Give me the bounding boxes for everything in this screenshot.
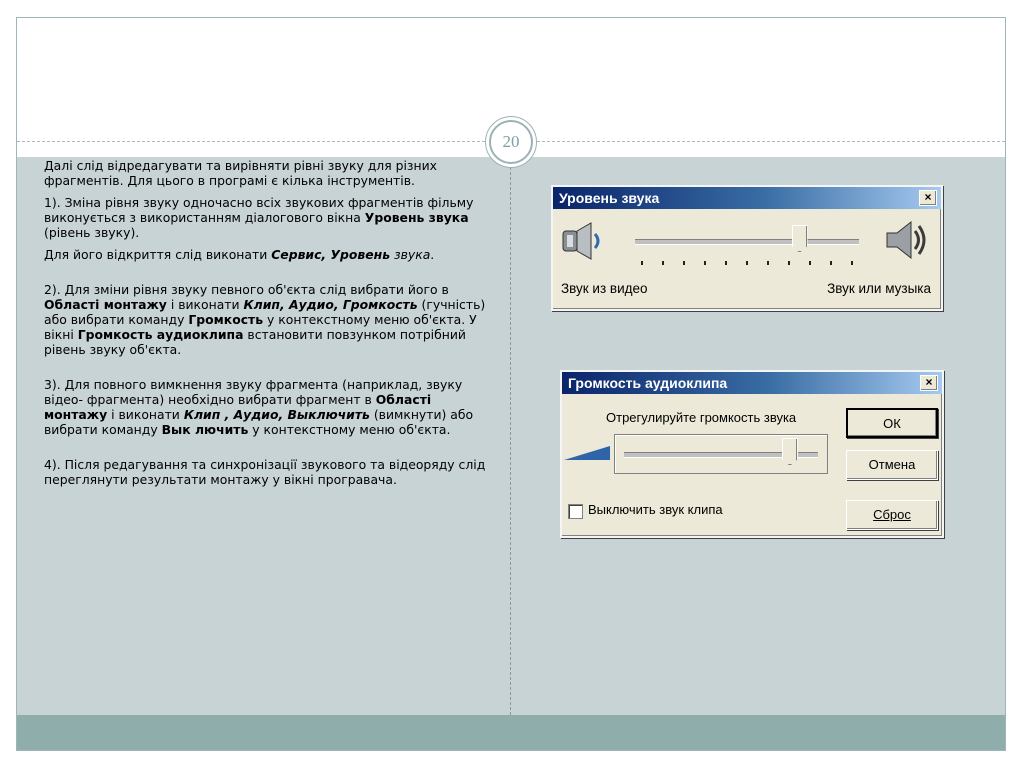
reset-button[interactable]: Сброс bbox=[846, 500, 938, 530]
ok-button[interactable]: ОК bbox=[846, 408, 938, 438]
text-run: Сервис, Уровень bbox=[271, 247, 391, 262]
slider-tick bbox=[662, 261, 664, 265]
text-run: Вык лючить bbox=[161, 422, 249, 437]
text-run: Області монтажу bbox=[44, 297, 167, 312]
slider-tick bbox=[767, 261, 769, 265]
slider-tick bbox=[725, 261, 727, 265]
column-divider bbox=[510, 157, 511, 715]
text-run: (рівень звуку). bbox=[44, 225, 140, 240]
body-text bbox=[44, 158, 490, 494]
music-speaker-icon bbox=[883, 219, 929, 261]
slider-tick bbox=[641, 261, 643, 265]
paragraph bbox=[44, 457, 490, 487]
text-run: Далі слід відредагувати та вирівняти рівні звуку для різних фрагментів. Для цього в програмі є кілька інструментів. bbox=[44, 158, 437, 188]
slider-tick bbox=[704, 261, 706, 265]
text-run: у контекстному меню об'єкта. bbox=[248, 422, 451, 437]
clip-volume-dialog bbox=[560, 370, 944, 538]
slider-tick bbox=[788, 261, 790, 265]
page-number-badge bbox=[485, 116, 537, 168]
slider-tick bbox=[683, 261, 685, 265]
text-run: звука bbox=[390, 247, 431, 262]
video-sound-label: Звук из видео bbox=[561, 281, 648, 296]
text-run: у контекстному меню об'єкта. У вікні bbox=[44, 312, 477, 342]
text-run: 4). Після редагування та синхронізації звукового та відеоряду слід переглянути результати монтажу у вікні програвача. bbox=[44, 457, 486, 487]
paragraph bbox=[44, 195, 490, 240]
text-run: Громкость bbox=[188, 312, 264, 327]
slider-tick bbox=[851, 261, 853, 265]
close-button[interactable]: × bbox=[919, 190, 937, 206]
sound-balance-slider-thumb[interactable] bbox=[792, 225, 808, 253]
sound-level-title: Уровень звука bbox=[553, 187, 941, 209]
text-run: Області монтажу bbox=[44, 392, 432, 422]
video-speaker-icon bbox=[561, 221, 605, 261]
text-run: і виконати bbox=[107, 407, 184, 422]
music-sound-label: Звук или музыка bbox=[827, 281, 931, 296]
slider-tick bbox=[830, 261, 832, 265]
text-run: 3). Для повного вимкнення звуку фрагмента (наприклад, звуку відео- фрагмента) необхідно вибрати фрагмент в bbox=[44, 377, 463, 407]
text-run: Клип , Аудио, Выключить bbox=[183, 407, 370, 422]
clip-volume-title: Громкость аудиоклипа bbox=[562, 372, 942, 394]
text-run: і виконати bbox=[166, 297, 244, 312]
paragraph bbox=[44, 282, 490, 357]
slider-tick bbox=[809, 261, 811, 265]
page-number: 20 bbox=[489, 120, 533, 164]
mute-checkbox[interactable] bbox=[568, 504, 583, 519]
footer-bar bbox=[17, 715, 1005, 750]
text-run: Для його відкриття слід виконати bbox=[44, 247, 272, 262]
text-run: Уровень звука bbox=[364, 210, 469, 225]
text-run: . bbox=[430, 247, 435, 262]
volume-wedge-icon bbox=[564, 444, 612, 462]
text-run: Громкость аудиоклипа bbox=[77, 327, 244, 342]
text-run: 2). Для зміни рівня звуку певного об'єкта слід вибрати його в bbox=[44, 282, 449, 297]
paragraph bbox=[44, 247, 490, 262]
paragraph bbox=[44, 377, 490, 437]
close-button[interactable]: × bbox=[920, 375, 938, 391]
text-run: (гучність) або вибрати команду bbox=[44, 297, 486, 327]
sound-level-dialog bbox=[551, 185, 943, 311]
paragraph bbox=[44, 158, 490, 188]
mute-clip-label[interactable]: Выключить звук клипа bbox=[588, 502, 723, 517]
cancel-button[interactable]: Отмена bbox=[846, 450, 938, 480]
text-run: встановити повзунком потрібний рівень звуку об'єкта. bbox=[44, 327, 466, 357]
text-run: Клип, Аудио, Громкость bbox=[243, 297, 418, 312]
text-run: 1). Зміна рівня звуку одночасно всіх звукових фрагментів фільму виконується з використанням діалогового вікна bbox=[44, 195, 474, 225]
sound-balance-track bbox=[635, 239, 859, 245]
volume-prompt: Отрегулируйте громкость звука bbox=[606, 410, 797, 425]
slider-tick bbox=[746, 261, 748, 265]
text-run: (вимкнути) або вибрати команду bbox=[44, 407, 474, 437]
